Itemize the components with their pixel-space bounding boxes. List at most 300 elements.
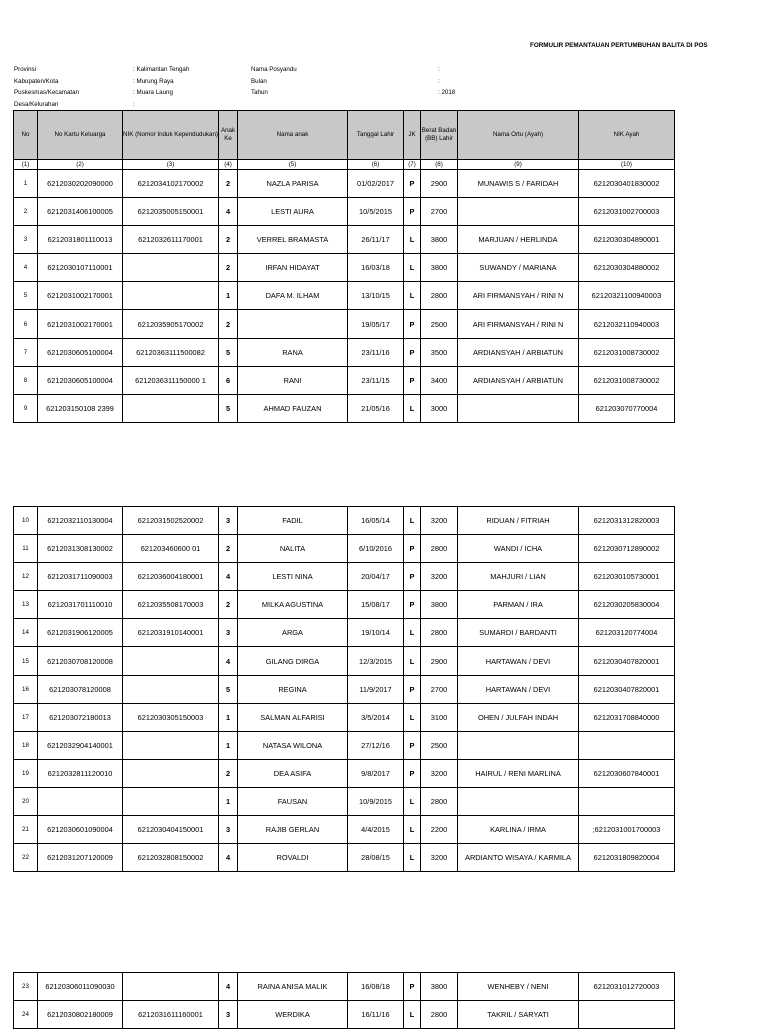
cell-bb-lahir: 3200 [421, 563, 458, 591]
meta-right-labels [251, 64, 297, 99]
cell-nama-ortu: RIDUAN / FITRIAH [458, 507, 579, 535]
cell-bb-lahir: 2700 [421, 675, 458, 703]
cell-tanggal-lahir: 15/08/17 [348, 591, 404, 619]
cell-bb-lahir: 2500 [421, 731, 458, 759]
cell-nik-ayah: 6212030105730001 [579, 563, 675, 591]
cell-nama-anak: WERDIKA [238, 1001, 348, 1029]
cell-nama-ortu: SUWANDY / MARIANA [458, 254, 579, 282]
cell-nik: 6212032611170001 [123, 226, 219, 254]
cell-nama-ortu [458, 198, 579, 226]
cell-tanggal-lahir: 9/8/2017 [348, 759, 404, 787]
cell-nik: 6212030305150003 [123, 703, 219, 731]
table-row [14, 282, 675, 310]
header-tanggal-lahir: Tanggal Lahir [348, 111, 404, 160]
cell-jk: L [404, 282, 421, 310]
column-number: (6) [348, 160, 404, 170]
meta-right-values [438, 64, 455, 99]
cell-tanggal-lahir: 19/10/14 [348, 619, 404, 647]
cell-anak-ke: 1 [219, 787, 238, 815]
cell-nama-ortu [458, 787, 579, 815]
data-table-part-2 [13, 506, 675, 872]
cell-nama-anak: ROVALDI [238, 844, 348, 872]
cell-nik-ayah: 621203070770004 [579, 394, 675, 422]
header-kk: No Kartu Keluarga [38, 111, 123, 160]
cell-tanggal-lahir: 19/05/17 [348, 310, 404, 338]
cell-tanggal-lahir: 26/11/17 [348, 226, 404, 254]
meta-label: Bulan [251, 77, 267, 85]
meta-left-values [133, 64, 189, 110]
column-number: (7) [404, 160, 421, 170]
cell-tanggal-lahir: 10/5/2015 [348, 198, 404, 226]
cell-tanggal-lahir: 23/11/15 [348, 366, 404, 394]
cell-jk: L [404, 816, 421, 844]
cell-bb-lahir: 2700 [421, 198, 458, 226]
cell-nama-anak [238, 310, 348, 338]
meta-label: Provinsi [14, 66, 37, 73]
meta-value: : Murung Raya [133, 77, 174, 85]
cell-no: 9 [14, 394, 38, 422]
cell-anak-ke: 3 [219, 816, 238, 844]
meta-label: Kabupaten/Kota [14, 77, 59, 85]
cell-bb-lahir: 2800 [421, 787, 458, 815]
cell-nik-ayah: 6212031708840000 [579, 703, 675, 731]
cell-nik-ayah: 6212030401830002 [579, 170, 675, 198]
column-number: (2) [38, 160, 123, 170]
cell-no: 13 [14, 591, 38, 619]
cell-jk: L [404, 394, 421, 422]
cell-kk: 6212030601090004 [38, 816, 123, 844]
cell-tanggal-lahir: 11/9/2017 [348, 675, 404, 703]
cell-nik [123, 973, 219, 1001]
cell-no: 5 [14, 282, 38, 310]
cell-tanggal-lahir: 20/04/17 [348, 563, 404, 591]
cell-kk: 6212030605100004 [38, 366, 123, 394]
cell-tanggal-lahir: 6/10/2016 [348, 535, 404, 563]
meta-label: Desa/Kelurahan [14, 100, 59, 108]
meta-label: Tahun [251, 89, 268, 96]
cell-bb-lahir: 3000 [421, 394, 458, 422]
cell-kk: 6212031002170001 [38, 310, 123, 338]
table-row [14, 366, 675, 394]
cell-anak-ke: 2 [219, 591, 238, 619]
table-row [14, 675, 675, 703]
meta-value: : [438, 77, 440, 85]
cell-nik: 6212036311150000 1 [123, 366, 219, 394]
cell-tanggal-lahir: 16/05/14 [348, 507, 404, 535]
cell-anak-ke: 4 [219, 647, 238, 675]
cell-no: 6 [14, 310, 38, 338]
cell-nik: 6212034102170002 [123, 170, 219, 198]
cell-bb-lahir: 2800 [421, 1001, 458, 1029]
cell-no: 12 [14, 563, 38, 591]
cell-no: 4 [14, 254, 38, 282]
cell-jk: L [404, 703, 421, 731]
cell-nama-ortu: HARTAWAN / DEVI [458, 647, 579, 675]
cell-nama-anak: FAUSAN [238, 787, 348, 815]
table-row [14, 973, 675, 1001]
data-table-part-3 [13, 972, 675, 1029]
cell-tanggal-lahir: 3/5/2014 [348, 703, 404, 731]
cell-kk: 6212030202090000 [38, 170, 123, 198]
cell-anak-ke: 4 [219, 563, 238, 591]
cell-anak-ke: 4 [219, 844, 238, 872]
cell-tanggal-lahir: 10/9/2015 [348, 787, 404, 815]
cell-nik-ayah: 6212030607840001 [579, 759, 675, 787]
cell-nama-anak: IRFAN HIDAYAT [238, 254, 348, 282]
cell-nik: 6212036004180001 [123, 563, 219, 591]
cell-nama-anak: GILANG DIRGA [238, 647, 348, 675]
cell-jk: L [404, 254, 421, 282]
cell-nama-ortu: ARDIANTO WISAYA / KARMILA [458, 844, 579, 872]
cell-jk: L [404, 619, 421, 647]
cell-anak-ke: 3 [219, 507, 238, 535]
column-number: (5) [238, 160, 348, 170]
table-row [14, 591, 675, 619]
cell-nik: 6212031611160001 [123, 1001, 219, 1029]
cell-anak-ke: 2 [219, 170, 238, 198]
cell-nama-ortu: HARTAWAN / DEVI [458, 675, 579, 703]
form-title: FORMULIR PEMANTAUAN PERTUMBUHAN BALITA DI POS [530, 42, 708, 49]
cell-kk: 6212030107110001 [38, 254, 123, 282]
cell-anak-ke: 3 [219, 619, 238, 647]
cell-nik-ayah: 6212031012720003 [579, 973, 675, 1001]
cell-nik-ayah: 621203120774004 [579, 619, 675, 647]
cell-jk: P [404, 535, 421, 563]
header-bb-lahir: Berat Badan (BB) Lahir [421, 111, 458, 160]
cell-nama-ortu: ARI FIRMANSYAH / RINI N [458, 310, 579, 338]
table-row [14, 759, 675, 787]
cell-nama-ortu [458, 394, 579, 422]
table-row [14, 787, 675, 815]
cell-nik [123, 759, 219, 787]
cell-nama-ortu: PARMAN / IRA [458, 591, 579, 619]
cell-nik: 621203460600 01 [123, 535, 219, 563]
cell-anak-ke: 5 [219, 675, 238, 703]
cell-no: 16 [14, 675, 38, 703]
cell-bb-lahir: 3800 [421, 254, 458, 282]
table-row [14, 563, 675, 591]
cell-tanggal-lahir: 27/12/16 [348, 731, 404, 759]
cell-kk: 621203078120008 [38, 675, 123, 703]
cell-no: 24 [14, 1001, 38, 1029]
table-row [14, 816, 675, 844]
meta-value: : Kalimantan Tengah [133, 66, 190, 73]
cell-nama-anak: REGINA [238, 675, 348, 703]
cell-jk: P [404, 170, 421, 198]
cell-nama-anak: NAZLA PARISA [238, 170, 348, 198]
cell-nik [123, 254, 219, 282]
cell-nik [123, 282, 219, 310]
column-number: (10) [579, 160, 675, 170]
cell-jk: P [404, 731, 421, 759]
table-row [14, 170, 675, 198]
cell-nama-anak: FADIL [238, 507, 348, 535]
cell-no: 8 [14, 366, 38, 394]
cell-anak-ke: 2 [219, 254, 238, 282]
cell-anak-ke: 2 [219, 535, 238, 563]
cell-jk: L [404, 647, 421, 675]
header-nik-ayah: NIK Ayah [579, 111, 675, 160]
meta-label: Nama Posyandu [251, 66, 297, 73]
cell-anak-ke: 5 [219, 394, 238, 422]
meta-value: : Muara Laung [133, 89, 173, 96]
table-row [14, 1001, 675, 1029]
cell-nama-anak: LESTI AURA [238, 198, 348, 226]
cell-jk: P [404, 973, 421, 1001]
cell-bb-lahir: 3200 [421, 759, 458, 787]
cell-kk: 6212031906120005 [38, 619, 123, 647]
cell-no: 22 [14, 844, 38, 872]
cell-nik-ayah: 6212030304890001 [579, 226, 675, 254]
cell-nama-anak: DAFA M. ILHAM [238, 282, 348, 310]
table-row [14, 338, 675, 366]
cell-jk: P [404, 366, 421, 394]
cell-nama-anak: RANA [238, 338, 348, 366]
cell-nik-ayah: 6212030407820001 [579, 647, 675, 675]
cell-tanggal-lahir: 4/4/2015 [348, 816, 404, 844]
cell-tanggal-lahir: 13/10/15 [348, 282, 404, 310]
cell-nama-ortu: WENHEBY / NENI [458, 973, 579, 1001]
cell-no: 11 [14, 535, 38, 563]
cell-kk: 621203150108 2399 [38, 394, 123, 422]
cell-nama-anak: LESTI NINA [238, 563, 348, 591]
cell-tanggal-lahir: 12/3/2015 [348, 647, 404, 675]
cell-kk: 62120306011090030 [38, 973, 123, 1001]
cell-kk [38, 787, 123, 815]
cell-nik [123, 647, 219, 675]
cell-nik-ayah: 6212031312820003 [579, 507, 675, 535]
header-row [14, 111, 675, 160]
cell-bb-lahir: 3500 [421, 338, 458, 366]
meta-left-labels [14, 64, 79, 110]
header-jk: JK [404, 111, 421, 160]
cell-no: 7 [14, 338, 38, 366]
cell-nik-ayah [579, 787, 675, 815]
cell-bb-lahir: 3200 [421, 844, 458, 872]
cell-nik: 6212032808150002 [123, 844, 219, 872]
cell-no: 15 [14, 647, 38, 675]
cell-nik [123, 675, 219, 703]
cell-kk: 6212030605100004 [38, 338, 123, 366]
cell-nama-anak: VERREL BRAMASTA [238, 226, 348, 254]
cell-jk: L [404, 507, 421, 535]
meta-label: Puskesmas/Kecamatan [14, 89, 79, 96]
column-number: (8) [421, 160, 458, 170]
column-number: (9) [458, 160, 579, 170]
cell-tanggal-lahir: 23/11/16 [348, 338, 404, 366]
cell-anak-ke: 1 [219, 731, 238, 759]
cell-no: 21 [14, 816, 38, 844]
table-row [14, 844, 675, 872]
header-nama-anak: Nama anak [238, 111, 348, 160]
table-row [14, 226, 675, 254]
cell-nik-ayah [579, 731, 675, 759]
cell-nama-anak: RAJIB GERLAN [238, 816, 348, 844]
cell-anak-ke: 2 [219, 310, 238, 338]
cell-nik-ayah: 6212032110094000З [579, 282, 675, 310]
cell-nama-ortu: OHEN / JULFAH INDAH [458, 703, 579, 731]
cell-nik-ayah: 6212030205830004 [579, 591, 675, 619]
cell-kk: 6212031711090003 [38, 563, 123, 591]
cell-no: 2 [14, 198, 38, 226]
cell-bb-lahir: 2800 [421, 282, 458, 310]
cell-bb-lahir: 3100 [421, 703, 458, 731]
cell-jk: P [404, 675, 421, 703]
cell-tanggal-lahir: 16/08/18 [348, 973, 404, 1001]
cell-kk: 6212032811120010 [38, 759, 123, 787]
cell-bb-lahir: 2800 [421, 619, 458, 647]
cell-nik: 6212035508170003 [123, 591, 219, 619]
cell-kk: 6212032904140001 [38, 731, 123, 759]
cell-bb-lahir: 2500 [421, 310, 458, 338]
cell-no: 17 [14, 703, 38, 731]
header-no: No [14, 111, 38, 160]
cell-jk: L [404, 1001, 421, 1029]
cell-kk: 6212030708120008 [38, 647, 123, 675]
cell-nama-anak: NATASA WILONA [238, 731, 348, 759]
cell-tanggal-lahir: 16/03/18 [348, 254, 404, 282]
cell-kk: 6212032110130004 [38, 507, 123, 535]
cell-anak-ke: 1 [219, 282, 238, 310]
cell-jk: P [404, 591, 421, 619]
table-row [14, 254, 675, 282]
cell-nik-ayah [579, 1001, 675, 1029]
cell-nama-ortu: MUNAWIS S / FARIDAH [458, 170, 579, 198]
cell-bb-lahir: 2900 [421, 170, 458, 198]
cell-nik [123, 731, 219, 759]
cell-nik-ayah: 6212030407820001 [579, 675, 675, 703]
cell-tanggal-lahir: 16/11/16 [348, 1001, 404, 1029]
data-table-part-1 [13, 110, 675, 423]
cell-kk: 6212030802180009 [38, 1001, 123, 1029]
cell-nik-ayah: 6212031809820004 [579, 844, 675, 872]
cell-nik: 6212035905170002 [123, 310, 219, 338]
cell-nik [123, 394, 219, 422]
cell-anak-ke: 4 [219, 973, 238, 1001]
cell-nik-ayah: 6212032110940003 [579, 310, 675, 338]
cell-nik: 62120363111500082 [123, 338, 219, 366]
cell-nik: 6212031910140001 [123, 619, 219, 647]
cell-no: 14 [14, 619, 38, 647]
cell-nama-anak: DEA ASIFA [238, 759, 348, 787]
cell-nik-ayah: ;6212031001700003 [579, 816, 675, 844]
cell-nik: 6212031502520002 [123, 507, 219, 535]
cell-nik-ayah: 6212031002700003 [579, 198, 675, 226]
cell-nama-ortu: KARLINA / IRMA [458, 816, 579, 844]
cell-bb-lahir: 3800 [421, 591, 458, 619]
table-row [14, 310, 675, 338]
cell-kk: 6212031308130002 [38, 535, 123, 563]
cell-bb-lahir: 3400 [421, 366, 458, 394]
cell-jk: P [404, 198, 421, 226]
cell-bb-lahir: 2800 [421, 535, 458, 563]
header-nama-ortu: Nama Ortu (Ayah) [458, 111, 579, 160]
column-number: (3) [123, 160, 219, 170]
cell-jk: P [404, 759, 421, 787]
cell-anak-ke: 4 [219, 198, 238, 226]
cell-nama-anak: ARGA [238, 619, 348, 647]
table-row [14, 647, 675, 675]
cell-bb-lahir: 3800 [421, 973, 458, 1001]
cell-tanggal-lahir: 01/02/2017 [348, 170, 404, 198]
cell-anak-ke: 6 [219, 366, 238, 394]
cell-nik-ayah: 6212031008730002 [579, 338, 675, 366]
cell-jk: L [404, 787, 421, 815]
cell-nama-anak: SALMAN ALFARISI [238, 703, 348, 731]
cell-jk: P [404, 338, 421, 366]
table-row [14, 507, 675, 535]
cell-no: 10 [14, 507, 38, 535]
cell-kk: 6212031701110010 [38, 591, 123, 619]
cell-nama-ortu: ARI FIRMANSYAH / RINI N [458, 282, 579, 310]
table-row [14, 198, 675, 226]
header-anak-ke: Anak Ke [219, 111, 238, 160]
cell-nama-ortu [458, 731, 579, 759]
cell-no: 18 [14, 731, 38, 759]
cell-nama-anak: AHMAD FAUZAN [238, 394, 348, 422]
cell-nama-ortu: SUMARDI / BARDANTI [458, 619, 579, 647]
header-nik: NIK (Nomor Induk Kependudukan) [123, 111, 219, 160]
cell-anak-ke: 5 [219, 338, 238, 366]
cell-jk: P [404, 310, 421, 338]
cell-jk: L [404, 844, 421, 872]
cell-jk: L [404, 226, 421, 254]
cell-nama-ortu: ARDIANSYAH / ARBIATUN [458, 338, 579, 366]
cell-nik: 6212030404150001 [123, 816, 219, 844]
cell-kk: 6212031002170001 [38, 282, 123, 310]
cell-nama-anak: NALITA [238, 535, 348, 563]
cell-no: 1 [14, 170, 38, 198]
cell-bb-lahir: 3800 [421, 226, 458, 254]
cell-nik-ayah: 6212030304880002 [579, 254, 675, 282]
cell-kk: 621203072180013 [38, 703, 123, 731]
cell-nama-ortu: ARDIANSYAH / ARBIATUN [458, 366, 579, 394]
cell-nik-ayah: 6212031008730002 [579, 366, 675, 394]
cell-bb-lahir: 2900 [421, 647, 458, 675]
table-row [14, 703, 675, 731]
cell-no: 19 [14, 759, 38, 787]
cell-nama-ortu: HAIRUL / RENI MARLINA [458, 759, 579, 787]
cell-anak-ke: 2 [219, 759, 238, 787]
column-number: (4) [219, 160, 238, 170]
cell-jk: P [404, 563, 421, 591]
cell-kk: 6212031406100005 [38, 198, 123, 226]
cell-bb-lahir: 2200 [421, 816, 458, 844]
cell-nama-anak: RANI [238, 366, 348, 394]
meta-value: : 2018 [438, 89, 456, 96]
cell-bb-lahir: 3200 [421, 507, 458, 535]
table-row [14, 535, 675, 563]
cell-nama-ortu: TAKRIL / SARYATI [458, 1001, 579, 1029]
cell-nama-anak: RAINA ANISA MALIK [238, 973, 348, 1001]
cell-nik [123, 787, 219, 815]
cell-no: 3 [14, 226, 38, 254]
column-number-row [14, 160, 675, 170]
table-row [14, 731, 675, 759]
cell-nama-ortu: MAHJURI / LIAN [458, 563, 579, 591]
cell-no: 20 [14, 787, 38, 815]
cell-kk: 6212031801110013 [38, 226, 123, 254]
cell-tanggal-lahir: 21/05/16 [348, 394, 404, 422]
column-number: (1) [14, 160, 38, 170]
cell-nama-ortu: WANDI / ICHA [458, 535, 579, 563]
cell-anak-ke: 3 [219, 1001, 238, 1029]
cell-kk: 6212031207120009 [38, 844, 123, 872]
cell-tanggal-lahir: 28/08/15 [348, 844, 404, 872]
table-row [14, 619, 675, 647]
cell-nik: 6212035005150001 [123, 198, 219, 226]
cell-anak-ke: 2 [219, 226, 238, 254]
